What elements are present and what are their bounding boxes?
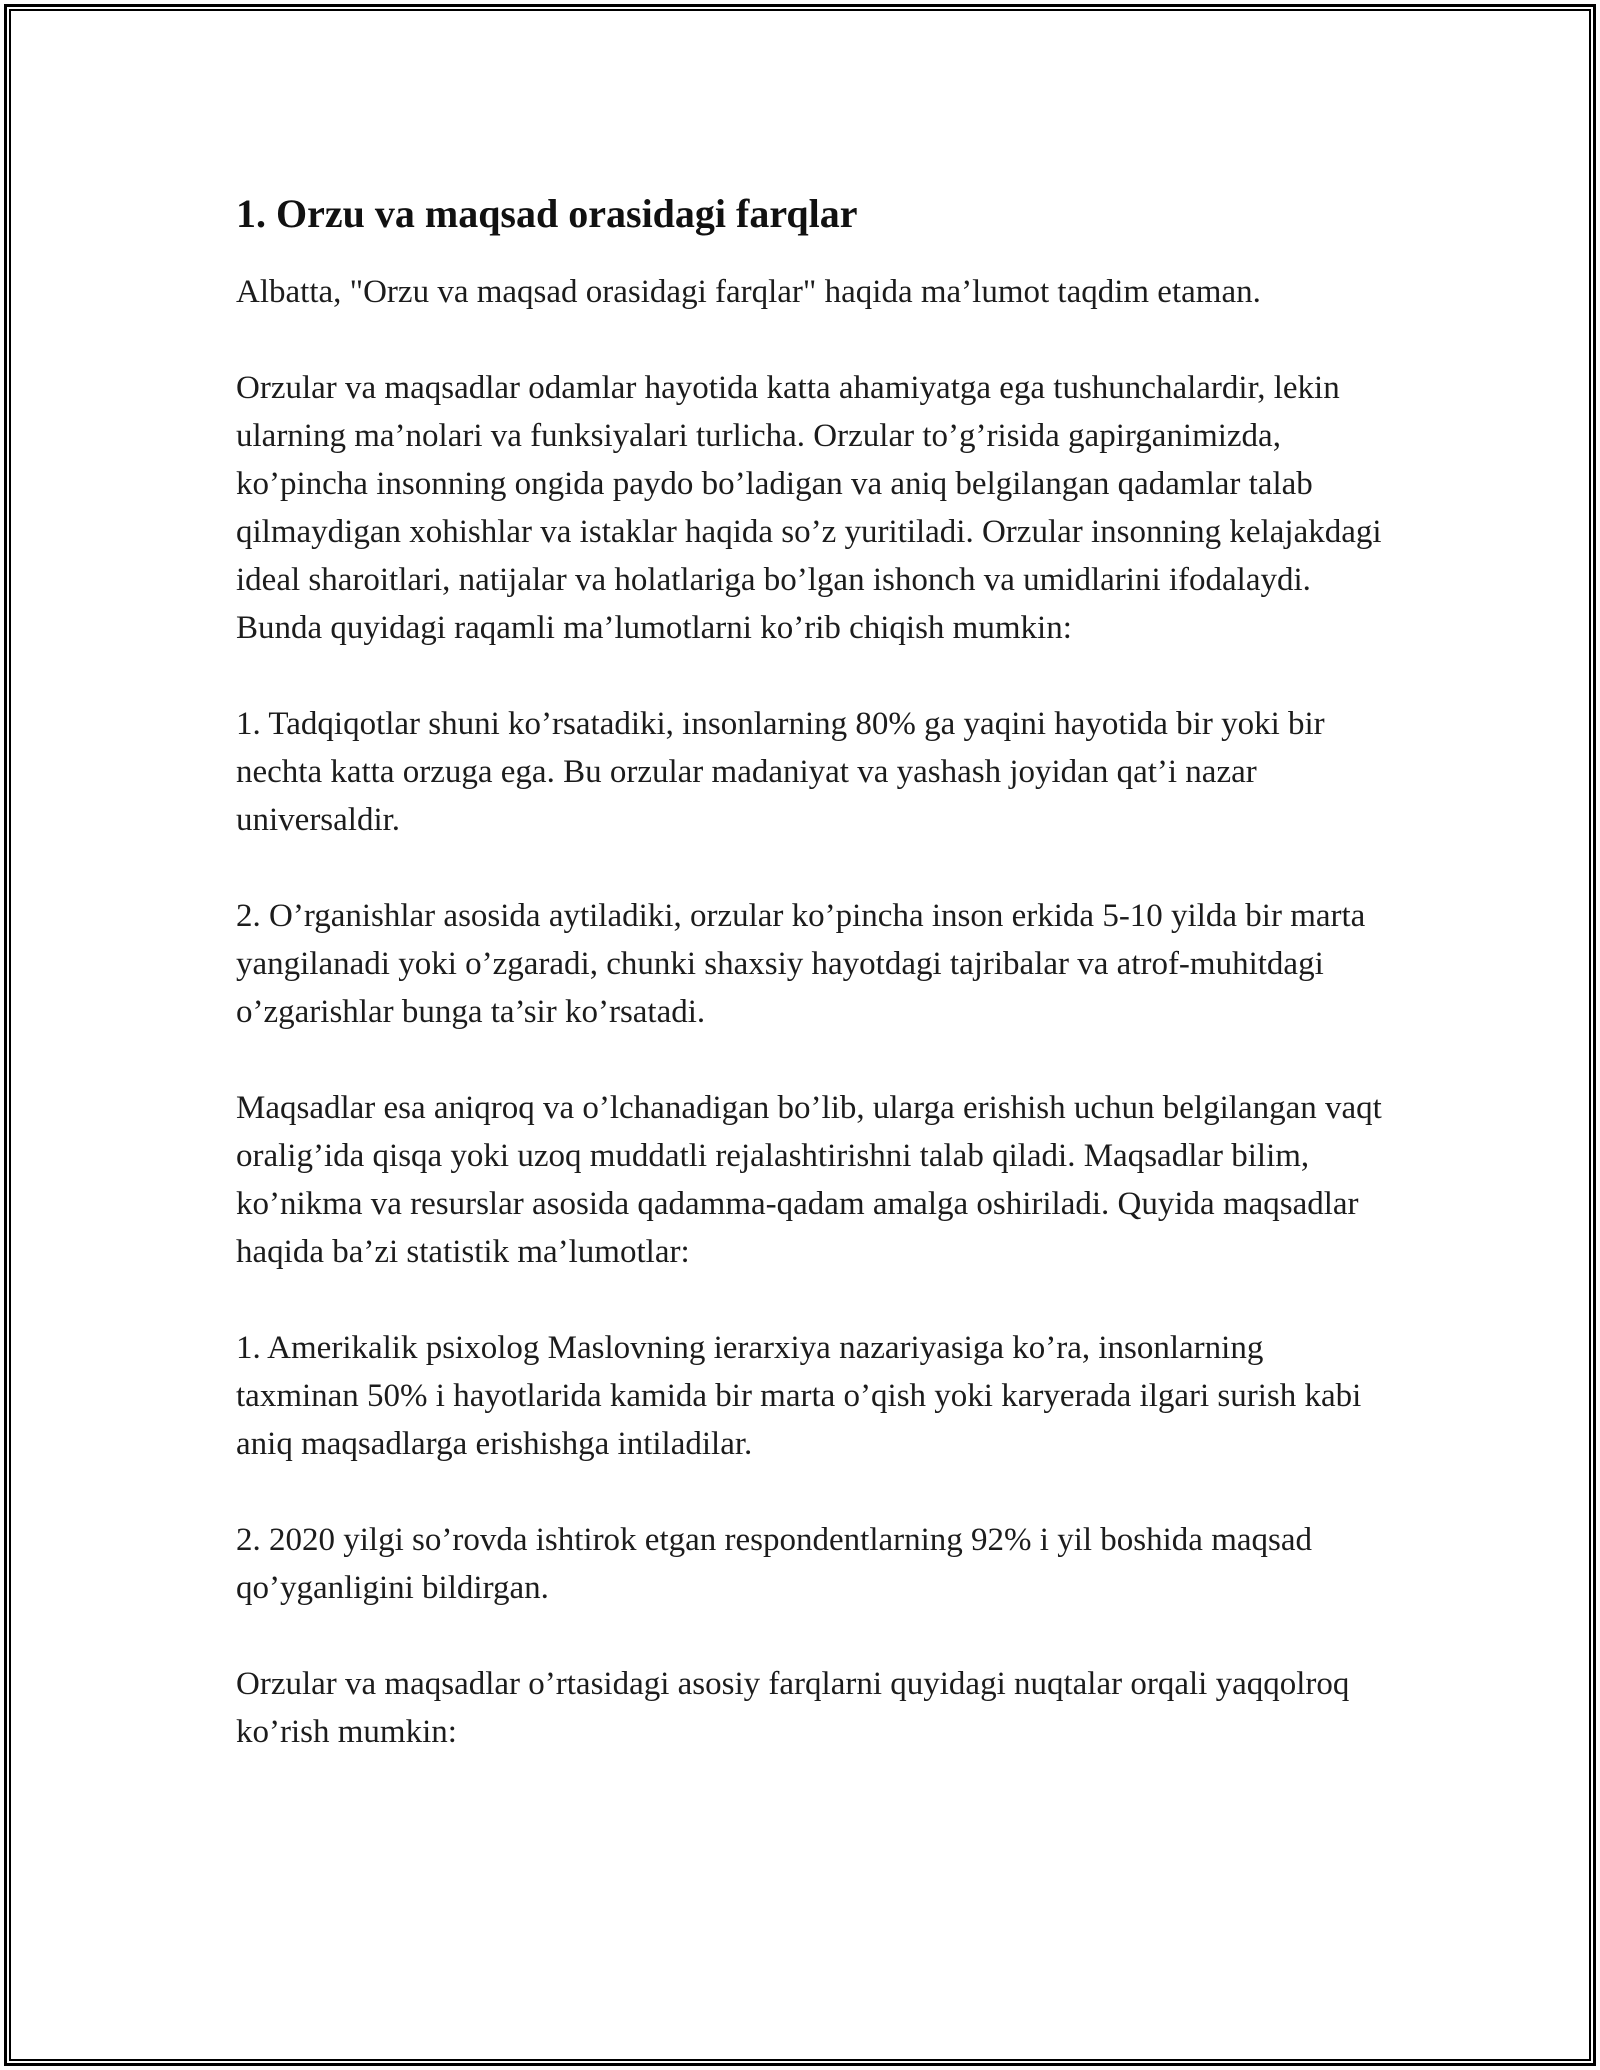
- intro-paragraph: Albatta, "Orzu va maqsad orasidagi farqlar" haqida ma’lumot taqdim etaman.: [236, 274, 1261, 310]
- dreams-point-1: 1. Tadqiqotlar shuni ko’rsatadiki, insonlarning 80% ga yaqini hayotida bir yoki bir nechta katta orzuga ega. Bu orzular madaniyat va yashash joyidan qat’i nazar universaldir.: [236, 706, 1325, 838]
- document-body: [236, 186, 1386, 1756]
- goals-paragraph: Maqsadlar esa aniqroq va o’lchanadigan bo’lib, ularga erishish uchun belgilangan vaqt oralig’ida qisqa yoki uzoq muddatli rejalashtirishni talab qiladi. Maqsadlar bilim, ko’nikma va resurslar asosida qadamma-qadam amalga oshiriladi. Quyida maqsadlar haqida ba’zi statistik ma’lumotlar:: [236, 1090, 1382, 1270]
- goals-point-1: 1. Amerikalik psixolog Maslovning ierarxiya nazariyasiga ko’ra, insonlarning taxminan 50% i hayotlarida kamida bir marta o’qish yoki karyerada ilgari surish kabi aniq maqsadlarga erishishga intiladilar.: [236, 1330, 1362, 1462]
- closing-paragraph: Orzular va maqsadlar o’rtasidagi asosiy farqlarni quyidagi nuqtalar orqali yaqqolroq ko’rish mumkin:: [236, 1666, 1350, 1750]
- goals-point-2: 2. 2020 yilgi so’rovda ishtirok etgan respondentlarning 92% i yil boshida maqsad qo’yganligini bildirgan.: [236, 1522, 1312, 1606]
- dreams-paragraph: Orzular va maqsadlar odamlar hayotida katta ahamiyatga ega tushunchalardir, lekin ularning ma’nolari va funksiyalari turlicha. Orzular to’g’risida gapirganimizda, ko’pincha insonning ongida paydo bo’ladigan va aniq belgilangan qadamlar talab qilmaydigan xohishlar va istaklar haqida so’z yuritiladi. Orzular insonning kelajakdagi ideal sharoitlari, natijalar va holatlariga bo’lgan ishonch va umidlarini ifodalaydi. Bunda quyidagi raqamli ma’lumotlarni ko’rib chiqish mumkin:: [236, 370, 1382, 646]
- dreams-point-2: 2. O’rganishlar asosida aytiladiki, orzular ko’pincha inson erkida 5-10 yilda bir marta yangilanadi yoki o’zgaradi, chunki shaxsiy hayotdagi tajribalar va atrof-muhitdagi o’zgarishlar bunga ta’sir ko’rsatadi.: [236, 898, 1366, 1030]
- section-heading: 1. Orzu va maqsad orasidagi farqlar: [236, 191, 858, 236]
